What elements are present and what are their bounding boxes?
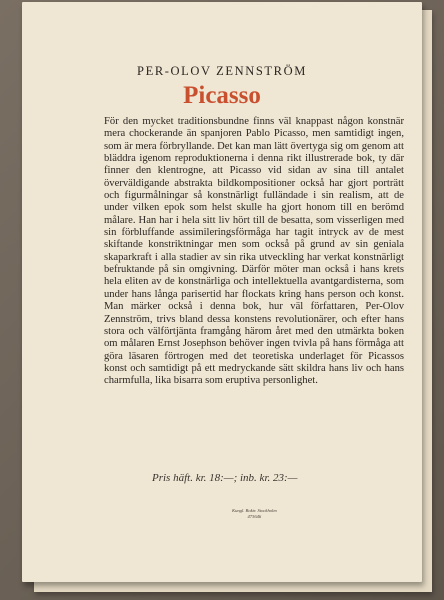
printer-imprint-line-1: Kungl. Boktr. Stockholm	[232, 508, 277, 513]
price-line: Pris häft. kr. 18:—; inb. kr. 23:—	[152, 472, 298, 484]
book-back-cover	[22, 2, 422, 582]
book-title: Picasso	[183, 82, 261, 109]
book-description: För den mycket traditionsbundne finns väl knappast någon konstnär mera chockerande än spanjoren Pablo Picasso, men samtidigt ingen, som är mera förbryllande. Det kan man lätt övertyga sig om genom att bläddra igenom reproduktionerna i denna rikt illustrerade bok, ty där finner den klentrogne, att Picasso vid sidan av sina till antalet överväldigande abstrakta bildkompositioner också har gjort porträtt och figurmålningar så konstnärligt fulländade i sin realism, att de under vilken epok som helst skulle ha gjort honom till en berömd målare. Han har i hela sitt liv hört till de besatta, som visserligen med sin förbluffande assimileringsförmåga har tagit intryck av de mest skiftande konstriktningar men som också på grund av sin geniala skaparkraft i alla stadier av sin rika utveckling har verkat konstnärligt befruktande på sin omgivning. Därför möter man också i hans krets hela eliten av de konstnärliga och intellektuella avantgardisterna, som under hans långa parisertid har flockats kring hans person och konst. Man märker också i denna bok, hur väl författaren, Per-Olov Zennström, trivs bland dessa konstens revolutionärer, och efter hans stora och välförtjänta framgång härom året med den utmärkta boken om målaren Ernst Josephson behöver ingen tvivla på hans förmåga att göra läsaren förtrogen med det teoretiska underlaget för Picassos konst och samtidigt på ett medryckande sätt skildra hans liv och hans charmfulla, lika bisarra som eruptiva personlighet.	[104, 116, 404, 387]
printer-imprint-line-2: 473646	[247, 513, 262, 519]
author-name: PER-OLOV ZENNSTRÖM	[137, 64, 307, 78]
printer-imprint	[232, 508, 277, 519]
